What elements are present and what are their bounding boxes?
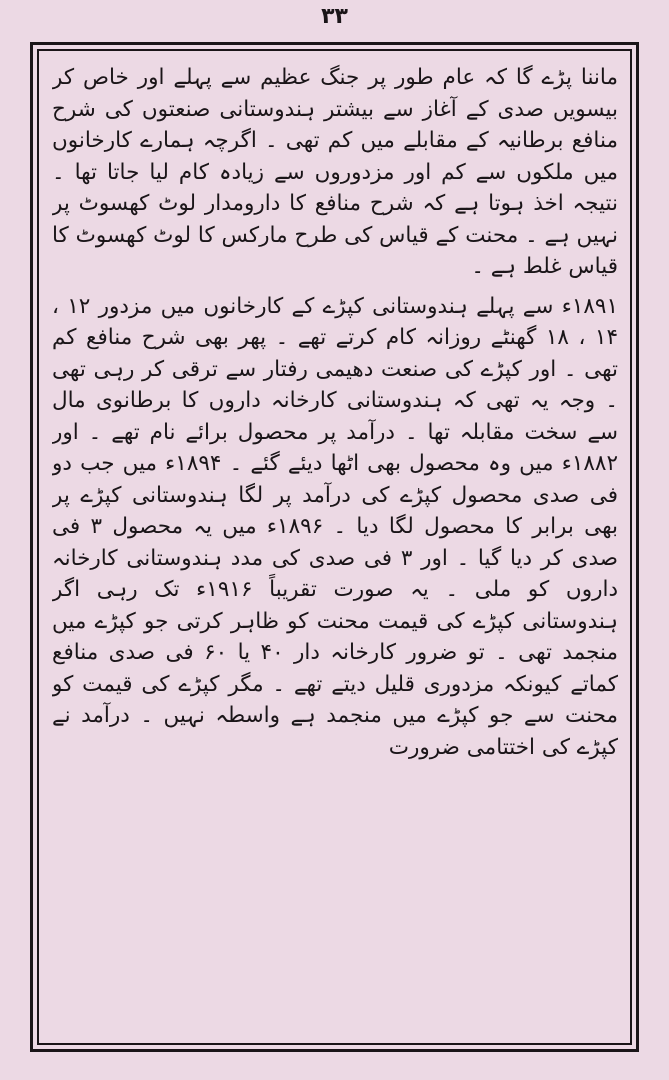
paragraph-1: ماننا پڑے گا کہ عام طور پر جنگ عظیم سے پہلے اور خاص کر بیسویں صدی کے آغاز سے بیشتر ہندوستانی صنعتوں کی شرح منافع برطانیہ کے مقابلے میں کم تھی ۔ اگرچہ ہمارے کارخانوں میں ملکوں سے کم اور مزدوروں سے زیادہ کام لیا جاتا تھا ۔ نتیجہ اخذ ہوتا ہے کہ شرح منافع کا دارومدار لوٹ کھسوٹ پر نہیں ہے ۔ محنت کے قیاس کی طرح مارکس کا لوٹ کھسوٹ کا قیاس غلط ہے ۔ [52,65,618,279]
body-text [52,62,618,1034]
page-number: ۳۳ [321,4,348,29]
paragraph-2: ۱۸۹۱ء سے پہلے ہندوستانی کپڑے کے کارخانوں میں مزدور ۱۲ ، ۱۴ ، ۱۸ گھنٹے روزانہ کام کرتے تھے ۔ پھر بھی شرح منافع کم تھی ۔ اور کپڑے کی صنعت دھیمی رفتار سے ترقی کر رہی تھی ۔ وجہ یہ تھی کہ ہندوستانی کارخانہ داروں کا برطانوی مال سے سخت مقابلہ تھا ۔ درآمد پر محصول برائے نام تھے ۔ اور ۱۸۸۲ء میں وہ محصول بھی اٹھا دیئے گئے ۔ ۱۸۹۴ء میں جب دو فی صدی محصول کپڑے کی درآمد پر لگا ہندوستانی کپڑے پر بھی برابر کا محصول لگا دیا ۔ ۱۸۹۶ء میں یہ محصول ۳ فی صدی کر دیا گیا ۔ اور ۳ فی صدی کی مدد ہندوستانی کارخانہ داروں کو ملی ۔ یہ صورت تقریباً ۱۹۱۶ء تک رہی اگر ہندوستانی کپڑے کی قیمت محنت کو ظاہر کرتی جو کپڑے میں منجمد تھی ۔ تو ضرور کارخانہ دار ۴۰ یا ۶۰ فی صدی منافع کماتے کیونکہ مزدوری قلیل دیتے تھے ۔ مگر کپڑے کی قیمت کو محنت سے جو کپڑے میں منجمد ہے واسطہ نہیں ۔ درآمد نے کپڑے کی اختتامی ضرورت [52,293,618,760]
